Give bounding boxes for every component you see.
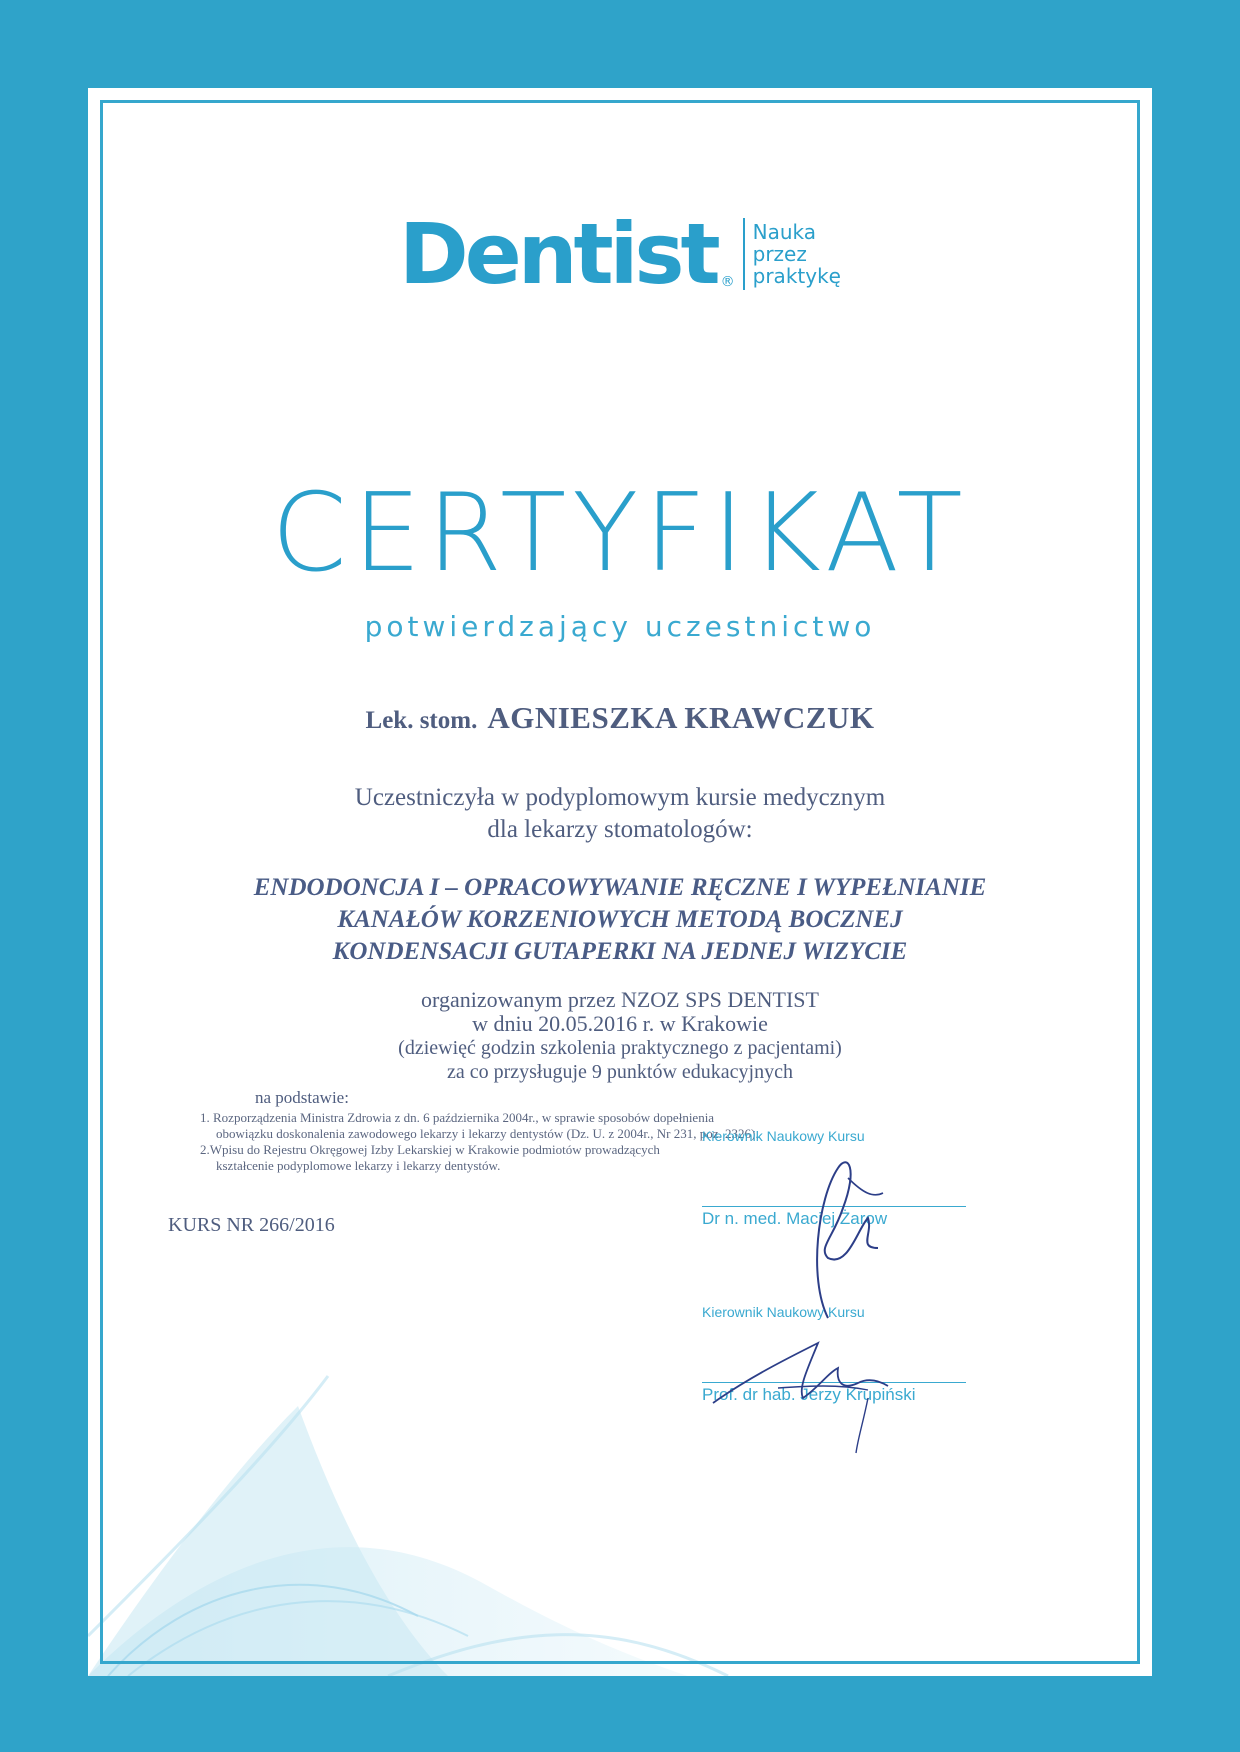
basis-line: 1. Rozporządzenia Ministra Zdrowia z dn. 6 października 2004r., w sprawie sposobów dopełnienia [200, 1110, 715, 1125]
logo-brand: Dentist [399, 205, 717, 303]
participation-statement [88, 782, 1152, 846]
registered-mark: ® [720, 274, 735, 290]
dentist-logo [88, 205, 1152, 303]
course-details [88, 988, 1152, 1084]
tagline-line: Nauka [752, 220, 817, 244]
recipient-name: AGNIESZKA KRAWCZUK [487, 700, 875, 735]
date-line: w dniu 20.05.2016 r. w Krakowie [472, 1011, 768, 1036]
hours-line: (dziewięć godzin szkolenia praktycznego z pacjentami) [398, 1037, 842, 1059]
tagline-line: praktykę [752, 264, 841, 288]
signature-role: Kierownik Naukowy Kursu [702, 1304, 865, 1320]
points-line: za co przysługuje 9 punktów edukacyjnych [446, 1061, 793, 1083]
organizer-line: organizowanym przez NZOZ SPS DENTIST [421, 987, 819, 1012]
course-title-line: KANAŁÓW KORZENIOWYCH METODĄ BOCZNEJ [337, 906, 903, 933]
course-title [88, 872, 1152, 968]
intro-line: Uczestniczyła w podyplomowym kursie medycznym [354, 784, 886, 811]
basis-line: 2.Wpisu do Rejestru Okręgowej Izby Lekarskiej w Krakowie podmiotów prowadzących [200, 1142, 660, 1157]
signature-name: Dr n. med. Maciej Żarow [702, 1209, 888, 1228]
certificate-title: CERTYFIKAT [271, 471, 969, 596]
signature-scribble-1 [788, 1138, 908, 1328]
course-number: KURS NR 266/2016 [168, 1214, 335, 1236]
signature-scribble-2 [708, 1328, 908, 1458]
signature-name: Prof. dr hab. Jerzy Krupiński [702, 1385, 916, 1404]
course-title-line: ENDODONCJA I – OPRACOWYWANIE RĘCZNE I WYPEŁNIANIE [253, 874, 987, 901]
signature-role: Kierownik Naukowy Kursu [702, 1128, 865, 1144]
certificate-subtitle: potwierdzający uczestnictwo [364, 610, 876, 643]
basis-line: kształcenie podyplomowe lekarzy i lekarzy dentystów. [216, 1158, 501, 1173]
basis-line: obowiązku doskonalenia zawodowego lekarzy i lekarzy dentystów (Dz. U. z 2004r., Nr 231, poz. 2326). [216, 1126, 759, 1141]
intro-line: dla lekarzy stomatologów: [487, 816, 753, 843]
tagline-line: przez [752, 242, 807, 266]
recipient-prefix: Lek. stom. [365, 707, 478, 734]
decorative-waves [88, 1256, 1152, 1676]
basis-label: na podstawie: [255, 1088, 349, 1107]
course-title-line: KONDENSACJI GUTAPERKI NA JEDNEJ WIZYCIE [332, 938, 908, 965]
certificate-paper [88, 88, 1152, 1676]
recipient [88, 700, 1152, 736]
logo-divider [743, 218, 745, 290]
logo-tagline [753, 221, 841, 287]
